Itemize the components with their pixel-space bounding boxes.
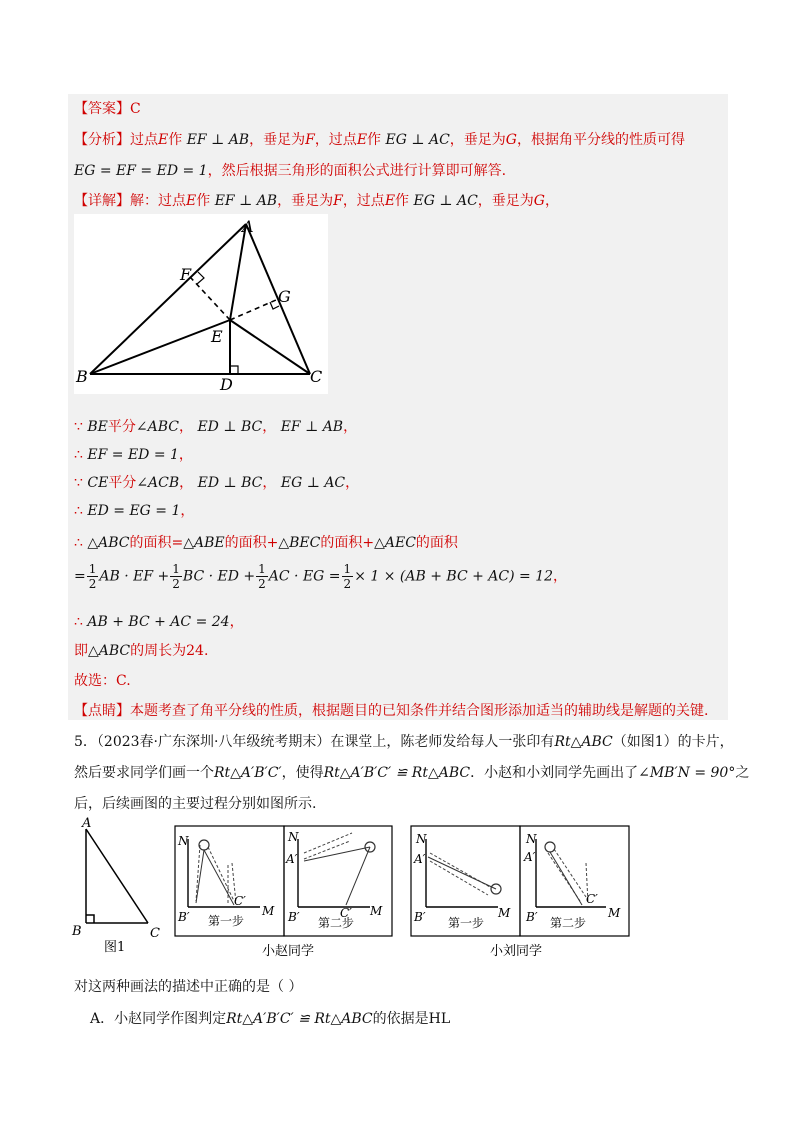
step-text: 的面积=	[129, 535, 184, 551]
therefore-symbol: ∴	[74, 447, 83, 463]
because-symbol: ∵	[74, 475, 83, 491]
math-text: AB + BC + AC = 24	[87, 614, 230, 630]
label-c: C	[310, 367, 323, 386]
math-text: △ABC	[87, 535, 130, 551]
zhao-s2-a: A′	[286, 852, 298, 866]
step-text: 的面积+	[224, 535, 279, 551]
numerator: 1	[172, 562, 180, 576]
step-8	[74, 640, 208, 660]
label-a: A	[242, 217, 254, 236]
liu-s2-b: B′	[526, 910, 538, 924]
numerator: 1	[88, 562, 97, 576]
math-eg-perp-ac: EG ⊥ AC	[413, 193, 478, 209]
question-text: （如图1）的卡片，	[612, 734, 734, 750]
zhao-s2-n: N	[288, 830, 299, 844]
because-symbol: ∵	[74, 419, 83, 435]
liu-s1-n: N	[416, 832, 427, 846]
step-text: 平分	[107, 419, 136, 435]
liu-s2-c: C′	[586, 892, 598, 906]
liu-s2-m: M	[608, 906, 621, 920]
step-text: 的面积+	[320, 535, 375, 551]
math-text: Rt△A′B′C′	[214, 765, 282, 781]
step-text: 即	[74, 643, 88, 659]
label-g: G	[278, 287, 291, 306]
fraction-half	[256, 562, 268, 591]
math-text: △AEC	[374, 535, 416, 551]
xiaozhao-figures	[174, 825, 394, 965]
fig1-label-a: A	[82, 816, 92, 831]
math-text: △BEC	[278, 535, 321, 551]
step-text: 平分	[108, 475, 137, 491]
step-2	[74, 444, 193, 464]
point-e: E	[356, 132, 368, 148]
step-3	[74, 472, 359, 492]
step-text: 本题考查了角平分线的性质，根据题目的已知条件并结合图形添加适当的辅助线是解题的关键.	[130, 703, 709, 719]
step-1	[74, 416, 357, 436]
liu-step1: 第一步	[448, 916, 485, 930]
liu-caption: 小刘同学	[490, 944, 543, 959]
math-text: BE	[87, 419, 108, 435]
analysis-line-2	[74, 160, 506, 180]
step-text: ，	[262, 419, 277, 435]
math-ef-perp-ab: EF ⊥ AB	[214, 193, 278, 209]
point-f: F	[333, 193, 343, 209]
liu-s2-n: N	[526, 832, 537, 846]
math-text: △ABE	[183, 535, 225, 551]
math-text: ED ⊥ BC	[197, 475, 263, 491]
liu-s1-m: M	[498, 906, 511, 920]
denominator: 2	[343, 577, 352, 591]
math-text: BC · ED +	[182, 568, 256, 585]
step-text: ，	[262, 475, 277, 491]
math-text: AC · EG =	[268, 568, 341, 585]
analysis-text: ，然后根据三角形的面积公式进行计算即可解答.	[207, 163, 507, 179]
math-text: × 1 × (AB + BC + AC) = 12	[354, 568, 554, 585]
detail-text: 解：过点	[130, 193, 186, 209]
math-text: Rt△A′B′C′ ≌ Rt△ABC	[226, 1011, 373, 1027]
math-text: =	[74, 568, 86, 585]
liu-s1-a: A′	[414, 852, 426, 866]
zhao-caption: 小赵同学	[262, 944, 315, 959]
therefore-symbol: ∴	[74, 535, 83, 551]
point-e: E	[158, 132, 169, 148]
answer-label: 【答案】	[74, 101, 130, 117]
math-text: ∠ACB	[136, 475, 180, 491]
therefore-symbol: ∴	[74, 614, 83, 630]
question-text: 然后要求同学们画一个	[74, 765, 214, 781]
analysis-text: 作	[168, 132, 183, 148]
question-text: 对这两种画法的描述中正确的是（ ）	[74, 979, 303, 995]
question-line-2	[74, 762, 749, 782]
math-text: EF ⊥ AB	[280, 419, 344, 435]
detail-text: 作	[196, 193, 211, 209]
denominator: 2	[172, 577, 180, 591]
label-d: D	[220, 375, 233, 394]
option-text: A．小赵同学作图判定	[90, 1011, 227, 1027]
zhao-s1-m: M	[262, 904, 275, 918]
question-text: 5．（2023春·广东深圳·八年级统考期末）在课堂上，陈老师发给每人一张印有	[74, 734, 555, 750]
step-text: 故选：C.	[74, 673, 131, 689]
math-text: ∠MB′N = 90°	[638, 765, 736, 781]
fig1-caption: 图1	[104, 940, 126, 955]
analysis-text: ，根据角平分线的性质可得	[516, 132, 685, 148]
step-text: ，	[179, 419, 193, 435]
analysis-text: ，过点	[314, 132, 357, 148]
numerator: 1	[343, 562, 352, 576]
analysis-label: 【分析】	[74, 132, 130, 148]
step-text: 的周长为24.	[130, 643, 209, 659]
denominator: 2	[258, 577, 266, 591]
step-text: ，	[229, 614, 244, 630]
point-e: E	[186, 193, 197, 209]
label-b: B	[76, 367, 88, 386]
step-text: 的面积	[415, 535, 458, 551]
question-line-3	[74, 793, 316, 813]
analysis-text: ，垂足为	[449, 132, 506, 148]
liu-s1-b: B′	[414, 910, 426, 924]
zhao-s2-c: C′	[340, 906, 352, 920]
dianjing-label: 【点睛】	[74, 703, 130, 719]
liu-step2: 第二步	[550, 916, 587, 930]
math-text: ED ⊥ BC	[197, 419, 263, 435]
math-text: CE	[87, 475, 109, 491]
math-text: Rt△ABC	[554, 734, 613, 750]
denominator: 2	[88, 577, 97, 591]
point-g: G	[533, 193, 545, 209]
xiaoliu-figures	[410, 825, 632, 965]
question-text: 之	[735, 765, 750, 781]
math-eg-ef-ed: EG = EF = ED = 1	[74, 163, 208, 179]
analysis-text: ，垂足为	[249, 132, 306, 148]
numerator: 1	[258, 562, 266, 576]
step-text: ，	[553, 568, 568, 585]
step-text: ，	[179, 475, 194, 491]
analysis-text: 过点	[130, 132, 158, 148]
therefore-symbol: ∴	[74, 503, 83, 519]
detail-text: 作	[395, 193, 410, 209]
math-text: EF = ED = 1	[87, 447, 179, 463]
step-4	[74, 500, 194, 520]
fraction-half	[87, 562, 99, 591]
option-a	[90, 1008, 450, 1028]
detail-label: 【详解】	[74, 193, 130, 209]
step-text: ，	[178, 447, 193, 463]
zhao-s2-m: M	[370, 904, 383, 918]
step-text: ，	[345, 475, 360, 491]
point-g: G	[505, 132, 517, 148]
math-text: EG ⊥ AC	[280, 475, 346, 491]
fig1-label-c: C	[150, 926, 160, 941]
question-line-1	[74, 731, 734, 751]
step-6	[74, 562, 567, 591]
figure-1	[70, 815, 170, 955]
zhao-s1-c: C′	[234, 894, 246, 908]
analysis-line-1	[74, 129, 685, 149]
math-eg-perp-ac: EG ⊥ AC	[385, 132, 450, 148]
label-e: E	[211, 327, 223, 346]
math-text: △ABC	[88, 643, 131, 659]
step-7	[74, 611, 244, 631]
fraction-half	[170, 562, 182, 591]
label-f: F	[180, 265, 192, 284]
math-text: Rt△A′B′C′ ≌ Rt△ABC	[323, 765, 471, 781]
zhao-s1-n: N	[178, 834, 189, 848]
answer-value: C	[130, 101, 141, 117]
math-text: AB · EF +	[99, 568, 170, 585]
math-text: ∠ABC	[135, 419, 179, 435]
math-ef-perp-ab: EF ⊥ AB	[186, 132, 250, 148]
step-text: ，	[343, 419, 358, 435]
math-text: ED = EG = 1	[87, 503, 181, 519]
detail-text: ，	[544, 193, 559, 209]
detail-text: ，垂足为	[477, 193, 534, 209]
fraction-half	[342, 562, 354, 591]
point-f: F	[305, 132, 315, 148]
analysis-text: 作	[367, 132, 382, 148]
zhao-s2-b: B′	[288, 910, 300, 924]
question-text: 后，后续画图的主要过程分别如图所示.	[74, 796, 317, 812]
point-e: E	[384, 193, 396, 209]
detail-text: ，垂足为	[277, 193, 334, 209]
question-line-4	[74, 976, 302, 996]
question-text: ，使得	[281, 765, 324, 781]
liu-s2-a: A′	[524, 850, 536, 864]
fig1-label-b: B	[72, 924, 82, 939]
step-10	[74, 700, 708, 720]
step-text: ，	[180, 503, 195, 519]
zhao-step1: 第一步	[208, 914, 245, 928]
step-5	[74, 532, 458, 552]
answer-line	[74, 98, 141, 118]
option-text: 的依据是HL	[372, 1011, 451, 1027]
zhao-s1-b: B′	[178, 910, 190, 924]
zhao-step2: 第二步	[318, 916, 355, 930]
triangle-figure	[74, 214, 328, 394]
step-9	[74, 670, 131, 690]
question-text: ．小赵和小刘同学先画出了	[470, 765, 639, 781]
detail-line	[74, 190, 559, 210]
detail-text: ，过点	[342, 193, 385, 209]
